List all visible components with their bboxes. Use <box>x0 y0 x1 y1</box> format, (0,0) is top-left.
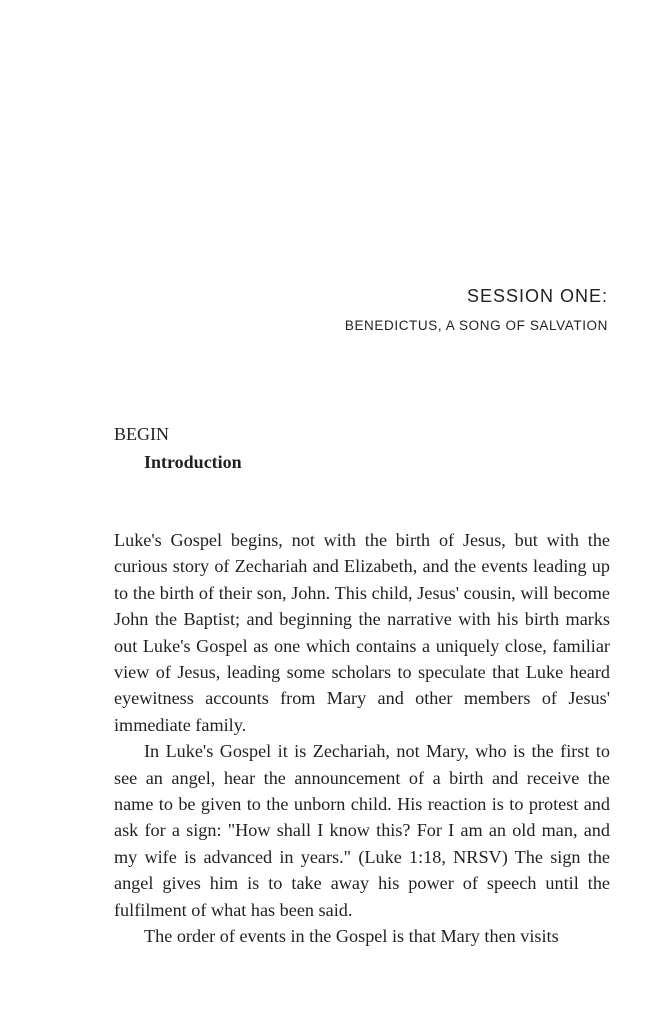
body-text <box>114 527 610 950</box>
paragraph: In Luke's Gospel it is Zechariah, not Mary, who is the first to see an angel, hear the announcement of a birth and receive the name to be given to the unborn child. His reaction is to protest and ask for a sign: "How shall I know this? For I am an old man, and my wife is advanced in years." (Luke 1:18, NRSV) The sign the angel gives him is to take away his power of speech until the fulfilment of what has been said. <box>114 741 610 920</box>
section-heading: Introduction <box>144 452 242 472</box>
paragraph: Luke's Gospel begins, not with the birth of Jesus, but with the curious story of Zechariah and Elizabeth, and the events leading up to the birth of their son, John. This child, Jesus' cousin, will become John the Baptist; and beginning the narrative with his birth marks out Luke's Gospel as one which contains a uniquely close, familiar view of Jesus, leading some scholars to speculate that Luke heard eyewitness accounts from Mary and other members of Jesus' immediate family. <box>114 530 610 735</box>
session-subtitle: BENEDICTUS, A SONG OF SALVATION <box>344 318 608 333</box>
paragraph: The order of events in the Gospel is that Mary then visits <box>144 926 559 947</box>
session-title: SESSION ONE: <box>466 286 608 306</box>
section-label: BEGIN <box>114 424 169 444</box>
